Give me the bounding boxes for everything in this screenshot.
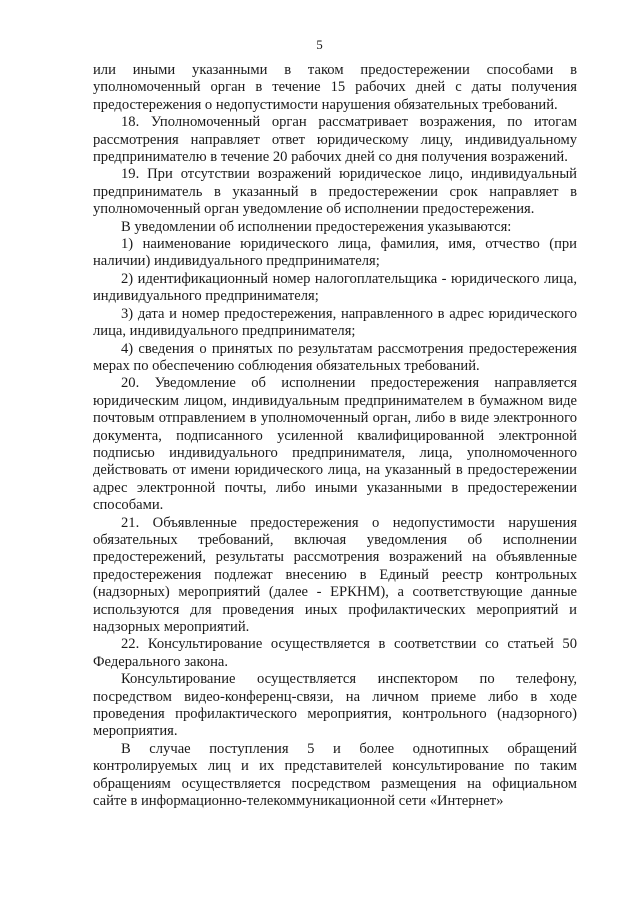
paragraph-21: 21. Объявленные предостережения о недопустимости нарушения обязательных требований, включая уведомления об исполнении предостережений, результаты рассмотрения возражений на объявленные предостережения подлежат внесению в Единый реестр контрольных (надзорных) мероприятий (далее - ЕРКНМ), а соответствующие данные используются для проведения иных профилактических мероприятий и надзорных мероприятий.: [93, 514, 577, 635]
list-item-1: 1) наименование юридического лица, фамилия, имя, отчество (при наличии) индивидуального предпринимателя;: [93, 236, 577, 270]
paragraph-20: 20. Уведомление об исполнении предостережения направляется юридическим лицом, индивидуальным предпринимателем в бумажном виде почтовым отправлением в уполномоченный орган, либо в виде электронного документа, подписанного усиленной квалифицированной электронной подписью индивидуального предпринимателя, лица, уполномоченного действовать от имени юридического лица, на указанный в предостережении адрес электронной почты, либо иными указанными в предостережении способами.: [93, 375, 577, 514]
paragraph-notice-intro: В уведомлении об исполнении предостережения указываются:: [121, 218, 512, 235]
paragraph-bulk-requests: В случае поступления 5 и более однотипных обращений контролируемых лиц и их представителей консультирование по таким обращениям осуществляется посредством размещения на официальном сайте в информационно-телекоммуникационной сети «Интернет»: [93, 740, 577, 810]
paragraph-22: 22. Консультирование осуществляется в соответствии со статьей 50 Федерального закона.: [93, 636, 577, 670]
paragraph-19: 19. При отсутствии возражений юридическое лицо, индивидуальный предприниматель в указанный в предостережении срок направляет в уполномоченный орган уведомление об исполнении предостережения.: [93, 166, 577, 218]
document-body: [93, 62, 577, 810]
list-item-4: 4) сведения о принятых по результатам рассмотрения предостережения мерах по обеспечению соблюдения обязательных требований.: [93, 340, 577, 374]
paragraph-18: 18. Уполномоченный орган рассматривает возражения, по итогам рассмотрения направляет ответ юридическому лицу, индивидуальному предпринимателю в течение 20 рабочих дней со дня получения возражений.: [93, 114, 577, 166]
paragraph-continuation: или иными указанными в таком предостережении способами в уполномоченный орган в течение 15 рабочих дней с даты получения предостережения о недопустимости нарушения обязательных требований.: [93, 62, 577, 113]
list-item-3: 3) дата и номер предостережения, направленного в адрес юридического лица, индивидуального предпринимателя;: [93, 305, 577, 340]
list-item-2: 2) идентификационный номер налогоплательщика - юридического лица, индивидуального предпринимателя;: [93, 270, 577, 305]
page-number: 5: [316, 37, 323, 52]
paragraph-consulting-methods: Консультирование осуществляется инспектором по телефону, посредством видео-конференц-связи, на личном приеме либо в ходе проведения профилактического мероприятия, контрольного (надзорного) мероприятия.: [93, 671, 577, 740]
